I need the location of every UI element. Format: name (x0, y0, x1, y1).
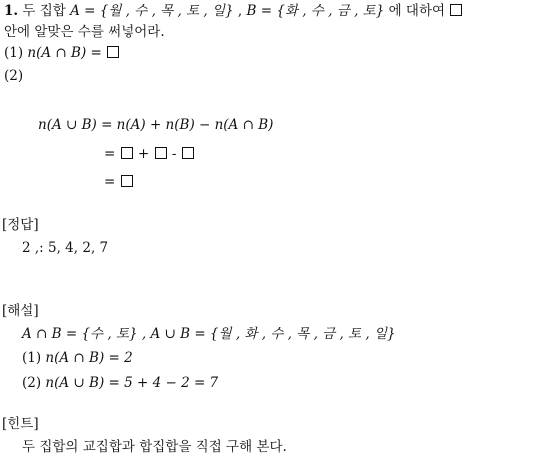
problem-line-1 (4, 2, 463, 20)
equation-line-2 (104, 145, 195, 163)
eq2-plus: + (137, 146, 150, 162)
subproblem-1-label: (1) (4, 45, 24, 61)
blank-box (121, 147, 133, 159)
set-b: B = {화 , 수 , 금 , 토} (246, 3, 385, 19)
eq3-equals: = (104, 174, 116, 190)
blank-box (450, 4, 462, 16)
set-separator: , (233, 3, 247, 19)
explanation-line-3-label: (2) (22, 375, 42, 391)
hint-text: 두 집합의 교집합과 합집합을 직접 구해 본다. (22, 439, 287, 455)
answer-text: 2 ,: 5, 4, 2, 7 (22, 240, 109, 256)
subproblem-2-label: (2) (4, 68, 24, 84)
problem-text-after: 에 대하여 (388, 3, 446, 19)
explanation-line-2 (22, 349, 133, 367)
subproblem-1-expr: n(A ∩ B) = (27, 45, 102, 61)
blank-box (182, 147, 194, 159)
set-a: A = {월 , 수 , 목 , 토 , 일} (70, 3, 234, 19)
blank-box (107, 46, 119, 58)
problem-text-before: 두 집합 (22, 3, 66, 19)
eq2-equals: = (104, 146, 116, 162)
explanation-line-2-expr: n(A ∩ B) = 2 (45, 350, 133, 366)
explanation-line-2-label: (1) (22, 350, 42, 366)
equation-line-3 (104, 173, 134, 191)
explanation-line-1: A ∩ B = {수 , 토} , A ∪ B = {월 , 화 , 수 , 목 , 금 , 토 , 일} (22, 326, 396, 342)
explanation-line-3 (22, 374, 218, 392)
problem-line-2: 안에 알맞은 수를 써넣어라. (4, 24, 165, 40)
eq2-minus: - (171, 146, 177, 162)
explanation-line-3-expr: n(A ∪ B) = 5 + 4 − 2 = 7 (45, 375, 219, 391)
hint-header: [힌트] (2, 416, 39, 432)
blank-box (121, 175, 133, 187)
equation-line-1: n(A ∪ B) = n(A) + n(B) − n(A ∩ B) (38, 117, 274, 133)
problem-number: 1. (4, 3, 19, 19)
blank-box (155, 147, 167, 159)
answer-header: [정답] (2, 217, 39, 233)
subproblem-1 (4, 44, 120, 62)
explanation-header: [해설] (2, 303, 39, 319)
